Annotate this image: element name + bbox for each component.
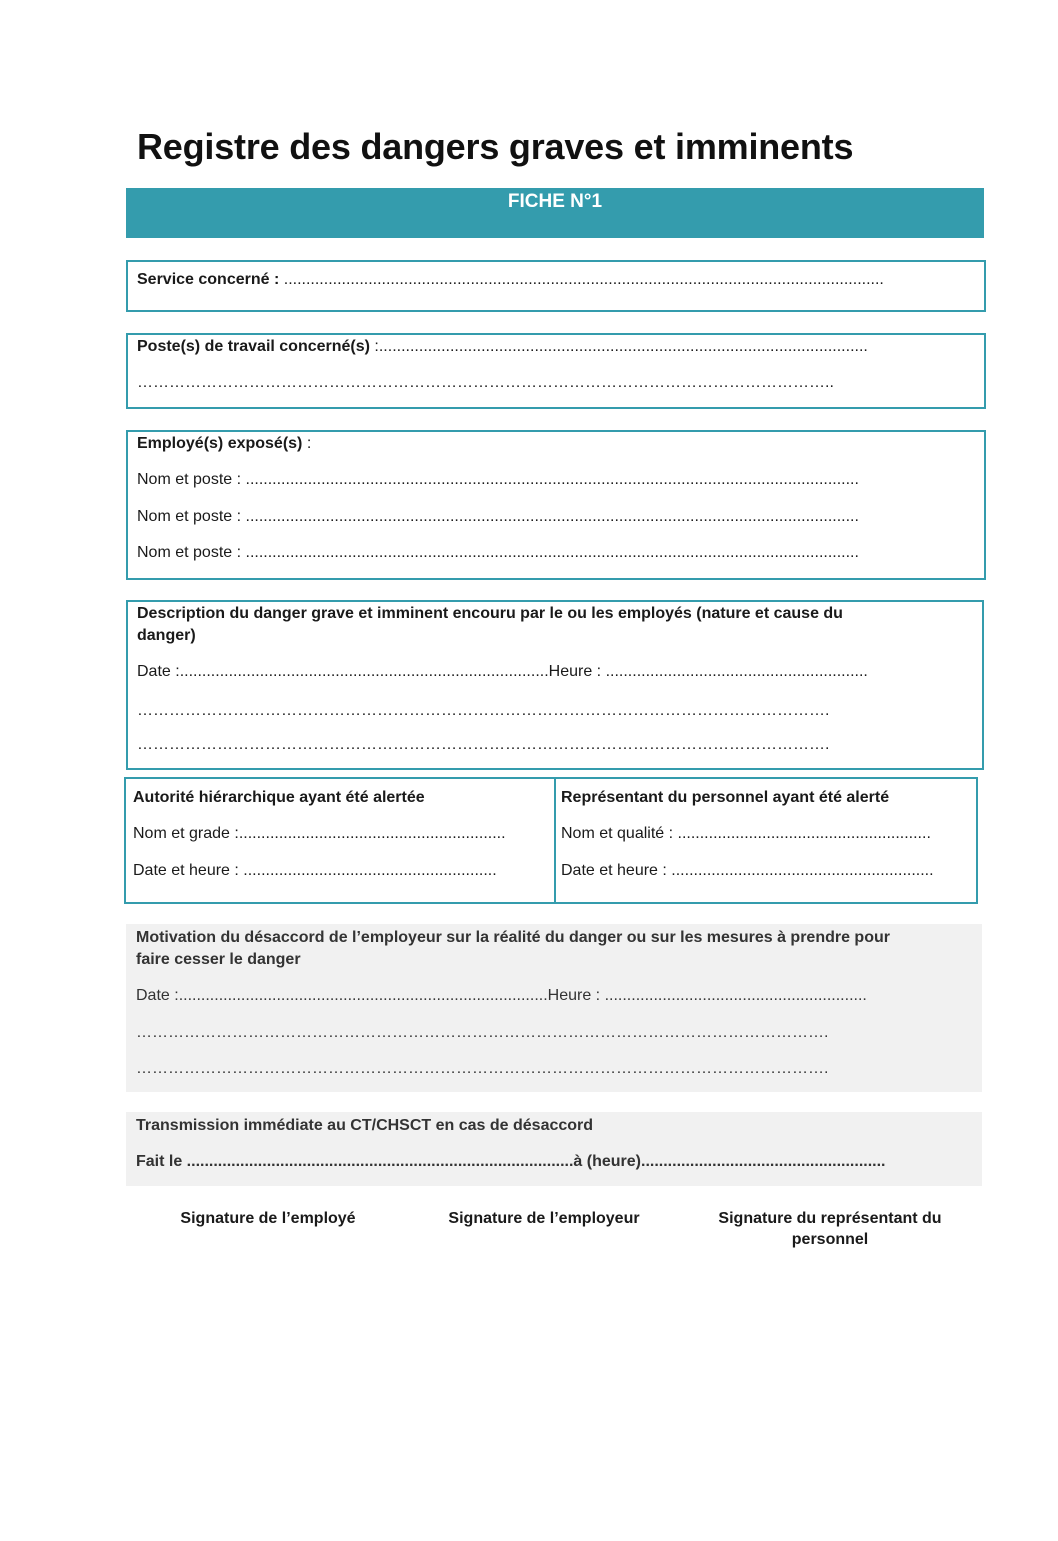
employe-row-label: Nom et poste : — [137, 471, 242, 488]
representant-nom-field[interactable] — [561, 824, 969, 844]
motivation-label-2: faire cesser le danger — [136, 951, 301, 968]
signature-employe: Signature de l’employé — [180, 1210, 356, 1227]
heure-label: Heure : — [547, 987, 601, 1004]
description-dots-1[interactable]: …………………………………………………………………………………………………………………. — [137, 702, 830, 719]
employe-row-dots: .......................................................................................................................................... — [241, 508, 859, 525]
date-dots: ................................................................................... — [178, 987, 548, 1004]
postes-label: Poste(s) de travail concerné(s) — [137, 338, 370, 355]
employe-row-label: Nom et poste : — [137, 508, 242, 525]
date-label: Date : — [136, 987, 179, 1004]
motivation-dots-1[interactable]: …………………………………………………………………………………………………………………. — [136, 1024, 829, 1041]
a-heure-dots: ....................................................... — [641, 1153, 886, 1170]
autorite-date-field[interactable] — [133, 861, 547, 881]
nom-grade-dots: ............................................................ — [238, 825, 506, 842]
heure-label: Heure : — [548, 663, 602, 680]
date-heure-dots: ........................................................... — [666, 862, 934, 879]
postes-dots-2[interactable]: ………………………………………………………………………………………………………………….. — [137, 374, 834, 391]
employes-colon: : — [302, 435, 312, 452]
postes-field[interactable] — [137, 337, 969, 357]
employe-row-2[interactable] — [137, 507, 963, 527]
employe-row-dots: .......................................................................................................................................... — [241, 544, 859, 561]
autorite-title: Autorité hiérarchique ayant été alertée — [133, 789, 425, 806]
fiche-banner: FICHE N°1 — [126, 188, 984, 238]
motivation-date-field[interactable] — [136, 986, 968, 1006]
description-dots-2[interactable]: …………………………………………………………………………………………………………………. — [137, 736, 830, 753]
transmission-fait-field[interactable] — [136, 1152, 968, 1172]
nom-qualite-label: Nom et qualité : — [561, 825, 674, 842]
description-label-1: Description du danger grave et imminent encouru par le ou les employés (nature et cause du — [137, 605, 843, 622]
nom-qualite-dots: ......................................................... — [673, 825, 931, 842]
signature-employeur: Signature de l’employeur — [448, 1210, 640, 1227]
representant-date-field[interactable] — [561, 861, 971, 881]
employes-label: Employé(s) exposé(s) — [137, 435, 303, 452]
signature-representant-line-2: personnel — [791, 1231, 869, 1248]
employe-row-3[interactable] — [137, 543, 963, 563]
signature-representant-line-1: Signature du représentant du — [718, 1210, 942, 1227]
employe-row-dots: .......................................................................................................................................... — [241, 471, 859, 488]
employes-heading — [137, 434, 311, 454]
representant-title: Représentant du personnel ayant été alerté — [561, 789, 890, 806]
postes-dots-1: :.............................................................................................................. — [369, 338, 868, 355]
service-label: Service concerné : — [137, 271, 280, 288]
date-heure-dots: ......................................................... — [238, 862, 497, 879]
fait-le-dots: ....................................................................................... — [182, 1153, 574, 1170]
nom-grade-label: Nom et grade : — [133, 825, 239, 842]
date-label: Date : — [137, 663, 180, 680]
heure-dots: ........................................................... — [601, 663, 868, 680]
date-heure-label: Date et heure : — [561, 862, 667, 879]
heure-dots: ........................................................... — [600, 987, 867, 1004]
employe-row-1[interactable] — [137, 470, 963, 490]
service-field[interactable] — [137, 270, 965, 290]
motivation-dots-2[interactable]: …………………………………………………………………………………………………………………. — [136, 1060, 829, 1077]
a-heure-label: à (heure) — [573, 1153, 641, 1170]
autorite-nom-field[interactable] — [133, 824, 547, 844]
description-date-field[interactable] — [137, 662, 969, 682]
employe-row-label: Nom et poste : — [137, 544, 242, 561]
date-dots: ................................................................................... — [179, 663, 549, 680]
date-heure-label: Date et heure : — [133, 862, 239, 879]
page-title: Registre des dangers graves et imminents — [137, 126, 854, 167]
service-dots: ....................................................................................................................................... — [279, 271, 884, 288]
fait-le-label: Fait le — [136, 1153, 183, 1170]
transmission-title: Transmission immédiate au CT/CHSCT en cas de désaccord — [136, 1117, 594, 1134]
signature-representant — [690, 1208, 970, 1250]
motivation-label-1: Motivation du désaccord de l’employeur sur la réalité du danger ou sur les mesures à prendre pour — [136, 929, 890, 946]
description-label-2: danger) — [137, 627, 196, 644]
